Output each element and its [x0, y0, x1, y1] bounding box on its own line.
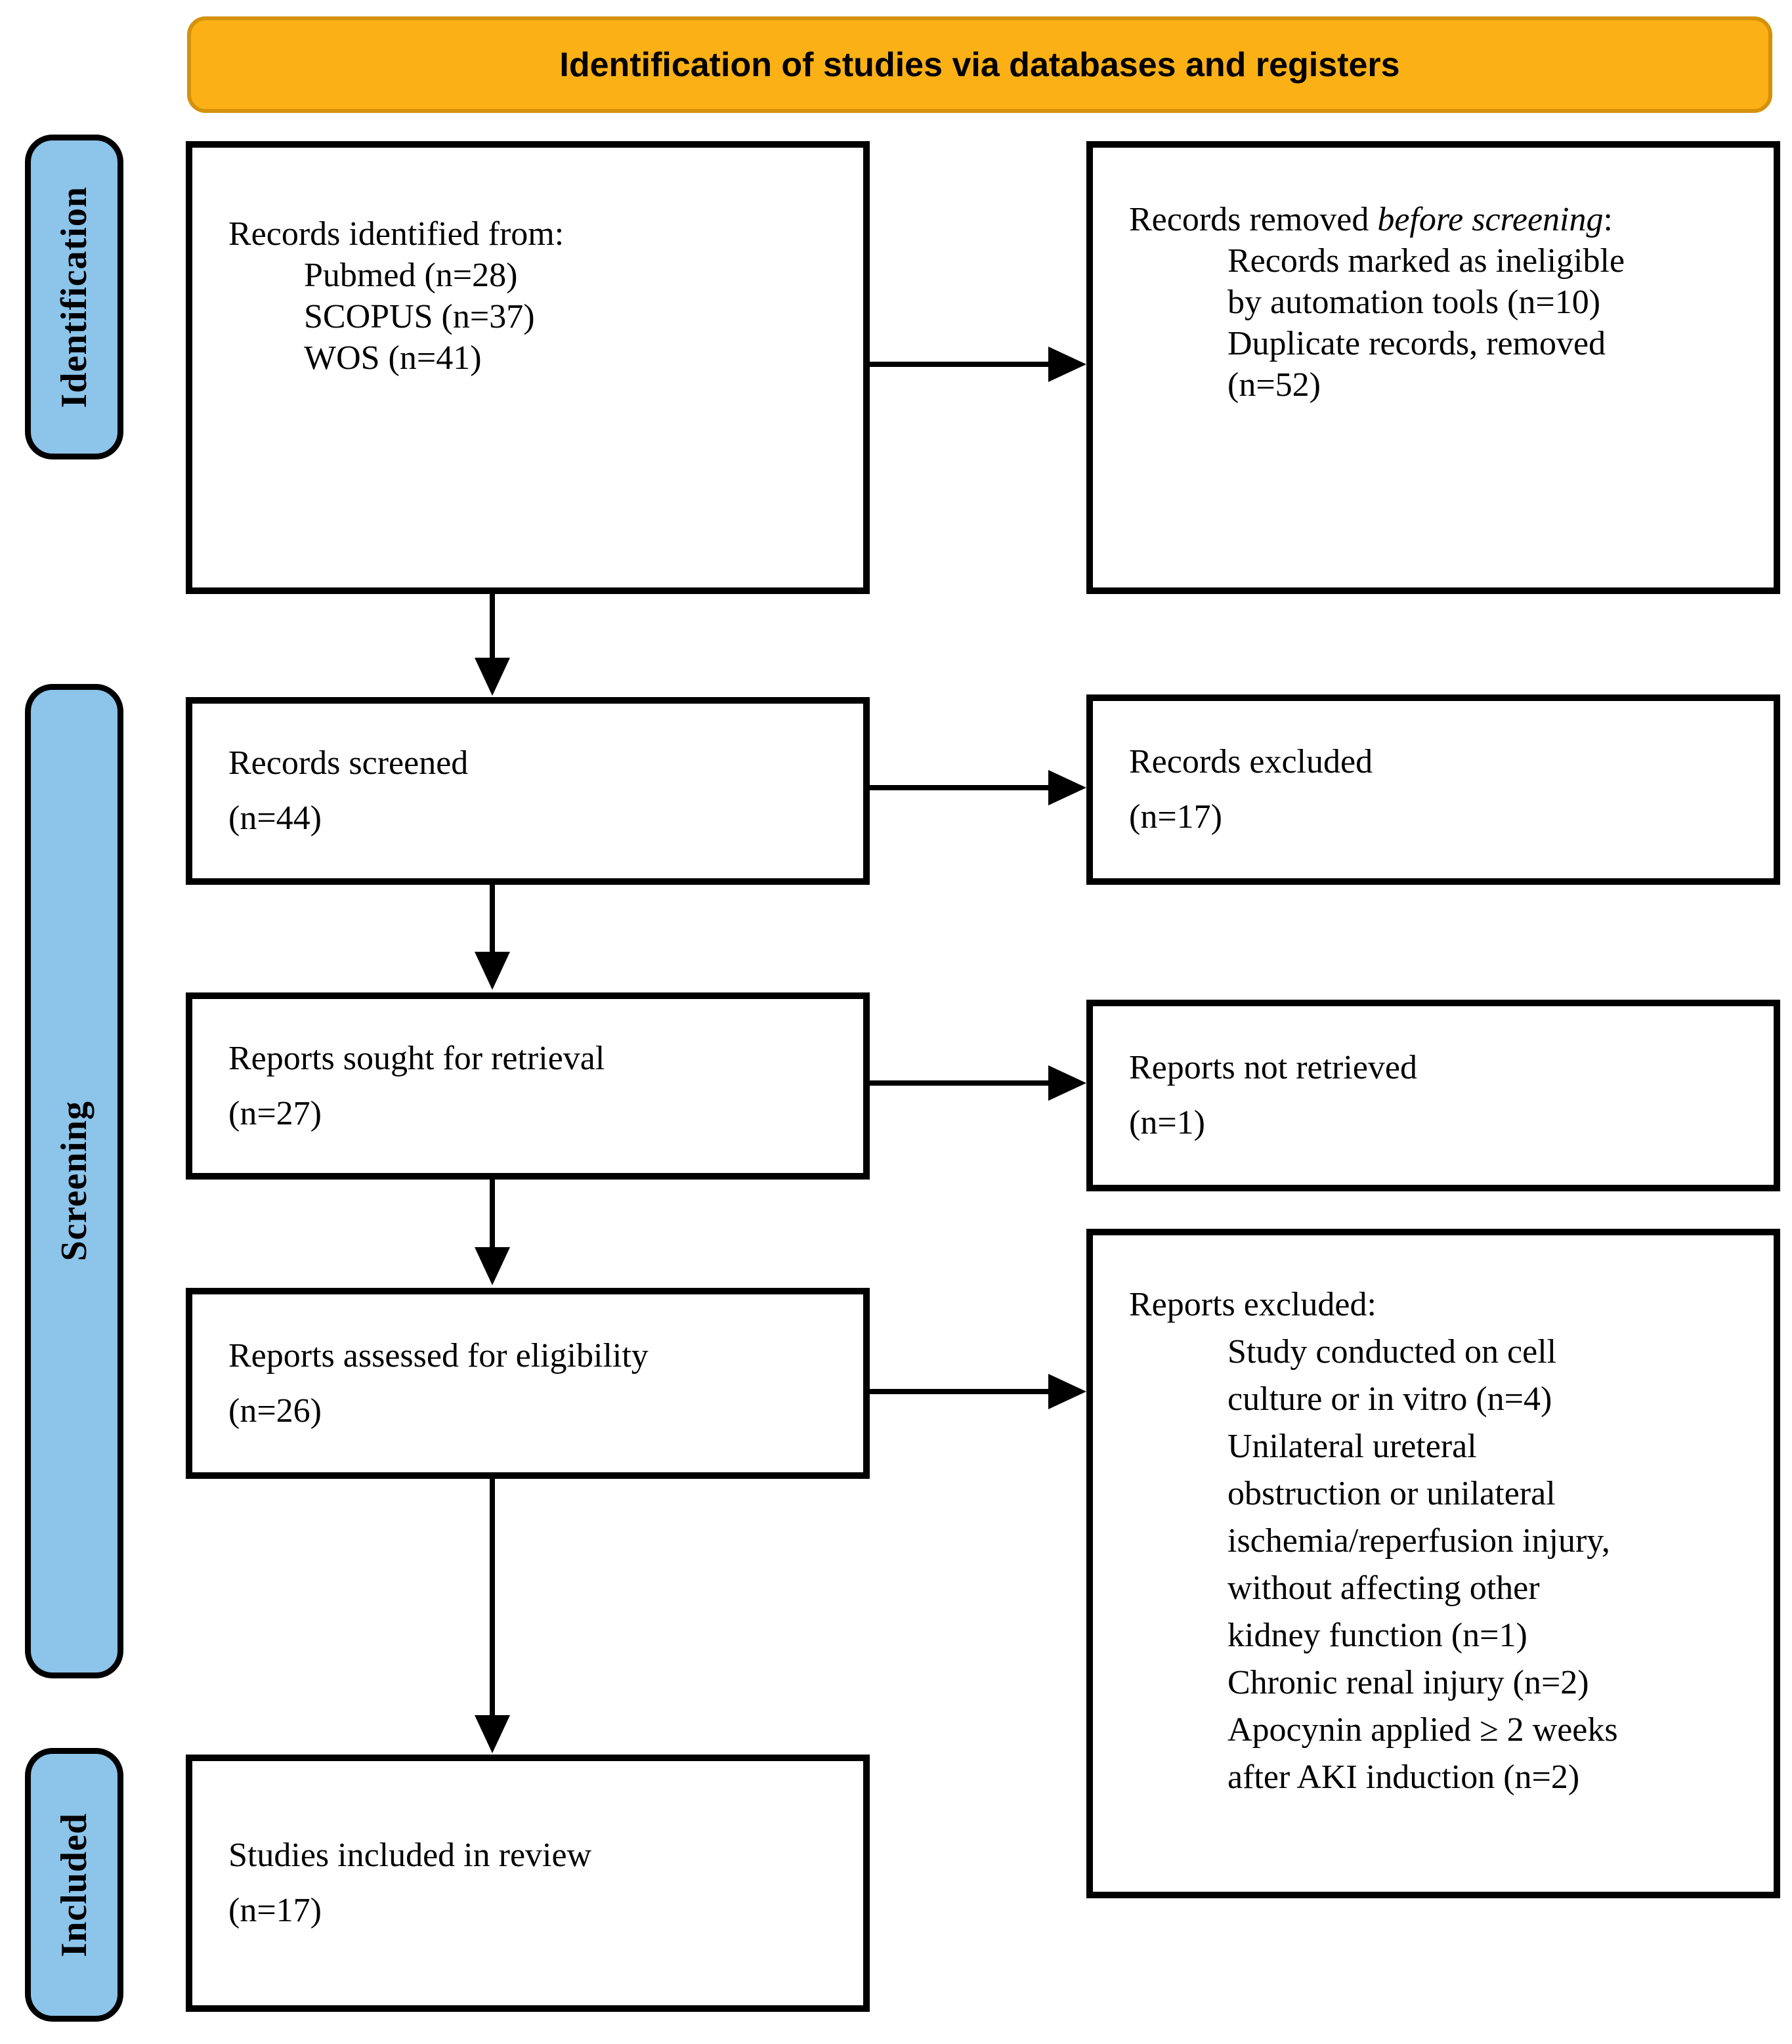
box-reports-excluded: [1086, 1229, 1780, 1898]
box-records-identified: [186, 141, 870, 594]
banner-title: Identification of studies via databases and registers: [559, 45, 1400, 84]
arrow-screened-to-sought-line: [490, 885, 495, 953]
text-line: Reports assessed for eligibility: [228, 1336, 649, 1374]
text-line: (n=27): [228, 1094, 322, 1132]
arrow-identified-to-removed-line: [870, 362, 1048, 367]
arrow-sought-to-not-retrieved-head: [1048, 1065, 1086, 1101]
text-line: (n=44): [228, 799, 322, 837]
text-line: Reports sought for retrieval: [228, 1039, 605, 1077]
text-line: Duplicate records, removed: [1227, 325, 1606, 362]
arrow-assessed-to-excluded-head: [1048, 1374, 1086, 1409]
arrow-screened-to-excluded-line: [870, 785, 1048, 790]
text-line: Records identified from:: [228, 215, 565, 253]
text-line: after AKI induction (n=2): [1227, 1758, 1580, 1796]
text-line: culture or in vitro (n=4): [1227, 1380, 1552, 1418]
box-reports-assessed-for-eligibility: [186, 1288, 870, 1479]
stage-label-included: [25, 1748, 123, 2022]
text-line: Records excluded: [1129, 743, 1373, 780]
text-line: obstruction or unilateral: [1227, 1475, 1556, 1512]
text-line: (n=17): [228, 1892, 322, 1929]
text-line: Study conducted on cell: [1227, 1333, 1557, 1371]
text-line: (n=17): [1129, 798, 1222, 836]
arrow-assessed-to-included-line: [490, 1479, 495, 1716]
arrow-assessed-to-excluded-line: [870, 1389, 1048, 1394]
box-records-removed-before-screening: [1086, 141, 1780, 594]
text-line: Chronic renal injury (n=2): [1227, 1664, 1589, 1701]
arrow-identified-to-removed-head: [1048, 347, 1086, 382]
box-records-screened: [186, 697, 870, 885]
stage-label-included-text: Included: [54, 1812, 95, 1957]
text-line: Records marked as ineligible: [1227, 242, 1625, 280]
text-line: without affecting other: [1227, 1569, 1540, 1607]
text-line: WOS (n=41): [304, 339, 482, 377]
arrow-identified-to-screened-line: [490, 594, 495, 660]
arrow-screened-to-excluded-head: [1048, 770, 1086, 805]
text-line: (n=1): [1129, 1104, 1205, 1141]
arrow-screened-to-sought-head: [475, 952, 510, 990]
text-line: ischemia/reperfusion injury,: [1227, 1522, 1610, 1560]
box-reports-not-retrieved: [1086, 1000, 1780, 1191]
text-line: (n=52): [1227, 366, 1321, 404]
arrow-sought-to-assessed-line: [490, 1180, 495, 1248]
stage-label-identification: [25, 135, 123, 459]
box-studies-included-in-review: [186, 1755, 870, 2012]
box-records-excluded: [1086, 694, 1780, 885]
text-line: Pubmed (n=28): [304, 257, 518, 294]
text-line: Records screened: [228, 744, 469, 782]
stage-label-screening: [25, 684, 123, 1678]
arrow-identified-to-screened-head: [475, 658, 510, 696]
box-reports-sought-for-retrieval: [186, 992, 870, 1180]
stage-label-identification-text: Identification: [54, 186, 95, 408]
text-line: Apocynin applied ≥ 2 weeks: [1227, 1711, 1618, 1749]
arrow-assessed-to-included-head: [475, 1715, 510, 1753]
text-line: Studies included in review: [228, 1837, 592, 1874]
text-line: Unilateral ureteral: [1227, 1428, 1477, 1465]
text-line: Reports not retrieved: [1129, 1049, 1417, 1086]
text-line: SCOPUS (n=37): [304, 298, 535, 335]
text-line: by automation tools (n=10): [1227, 284, 1601, 321]
text-line: (n=26): [228, 1392, 322, 1430]
stage-label-screening-text: Screening: [54, 1101, 95, 1262]
banner: [187, 16, 1772, 113]
arrow-sought-to-not-retrieved-line: [870, 1080, 1048, 1086]
text-line: Reports excluded:: [1129, 1286, 1376, 1323]
text-line: kidney function (n=1): [1227, 1617, 1527, 1654]
text-line: Records removed before screening:: [1129, 201, 1613, 238]
arrow-sought-to-assessed-head: [475, 1247, 510, 1285]
